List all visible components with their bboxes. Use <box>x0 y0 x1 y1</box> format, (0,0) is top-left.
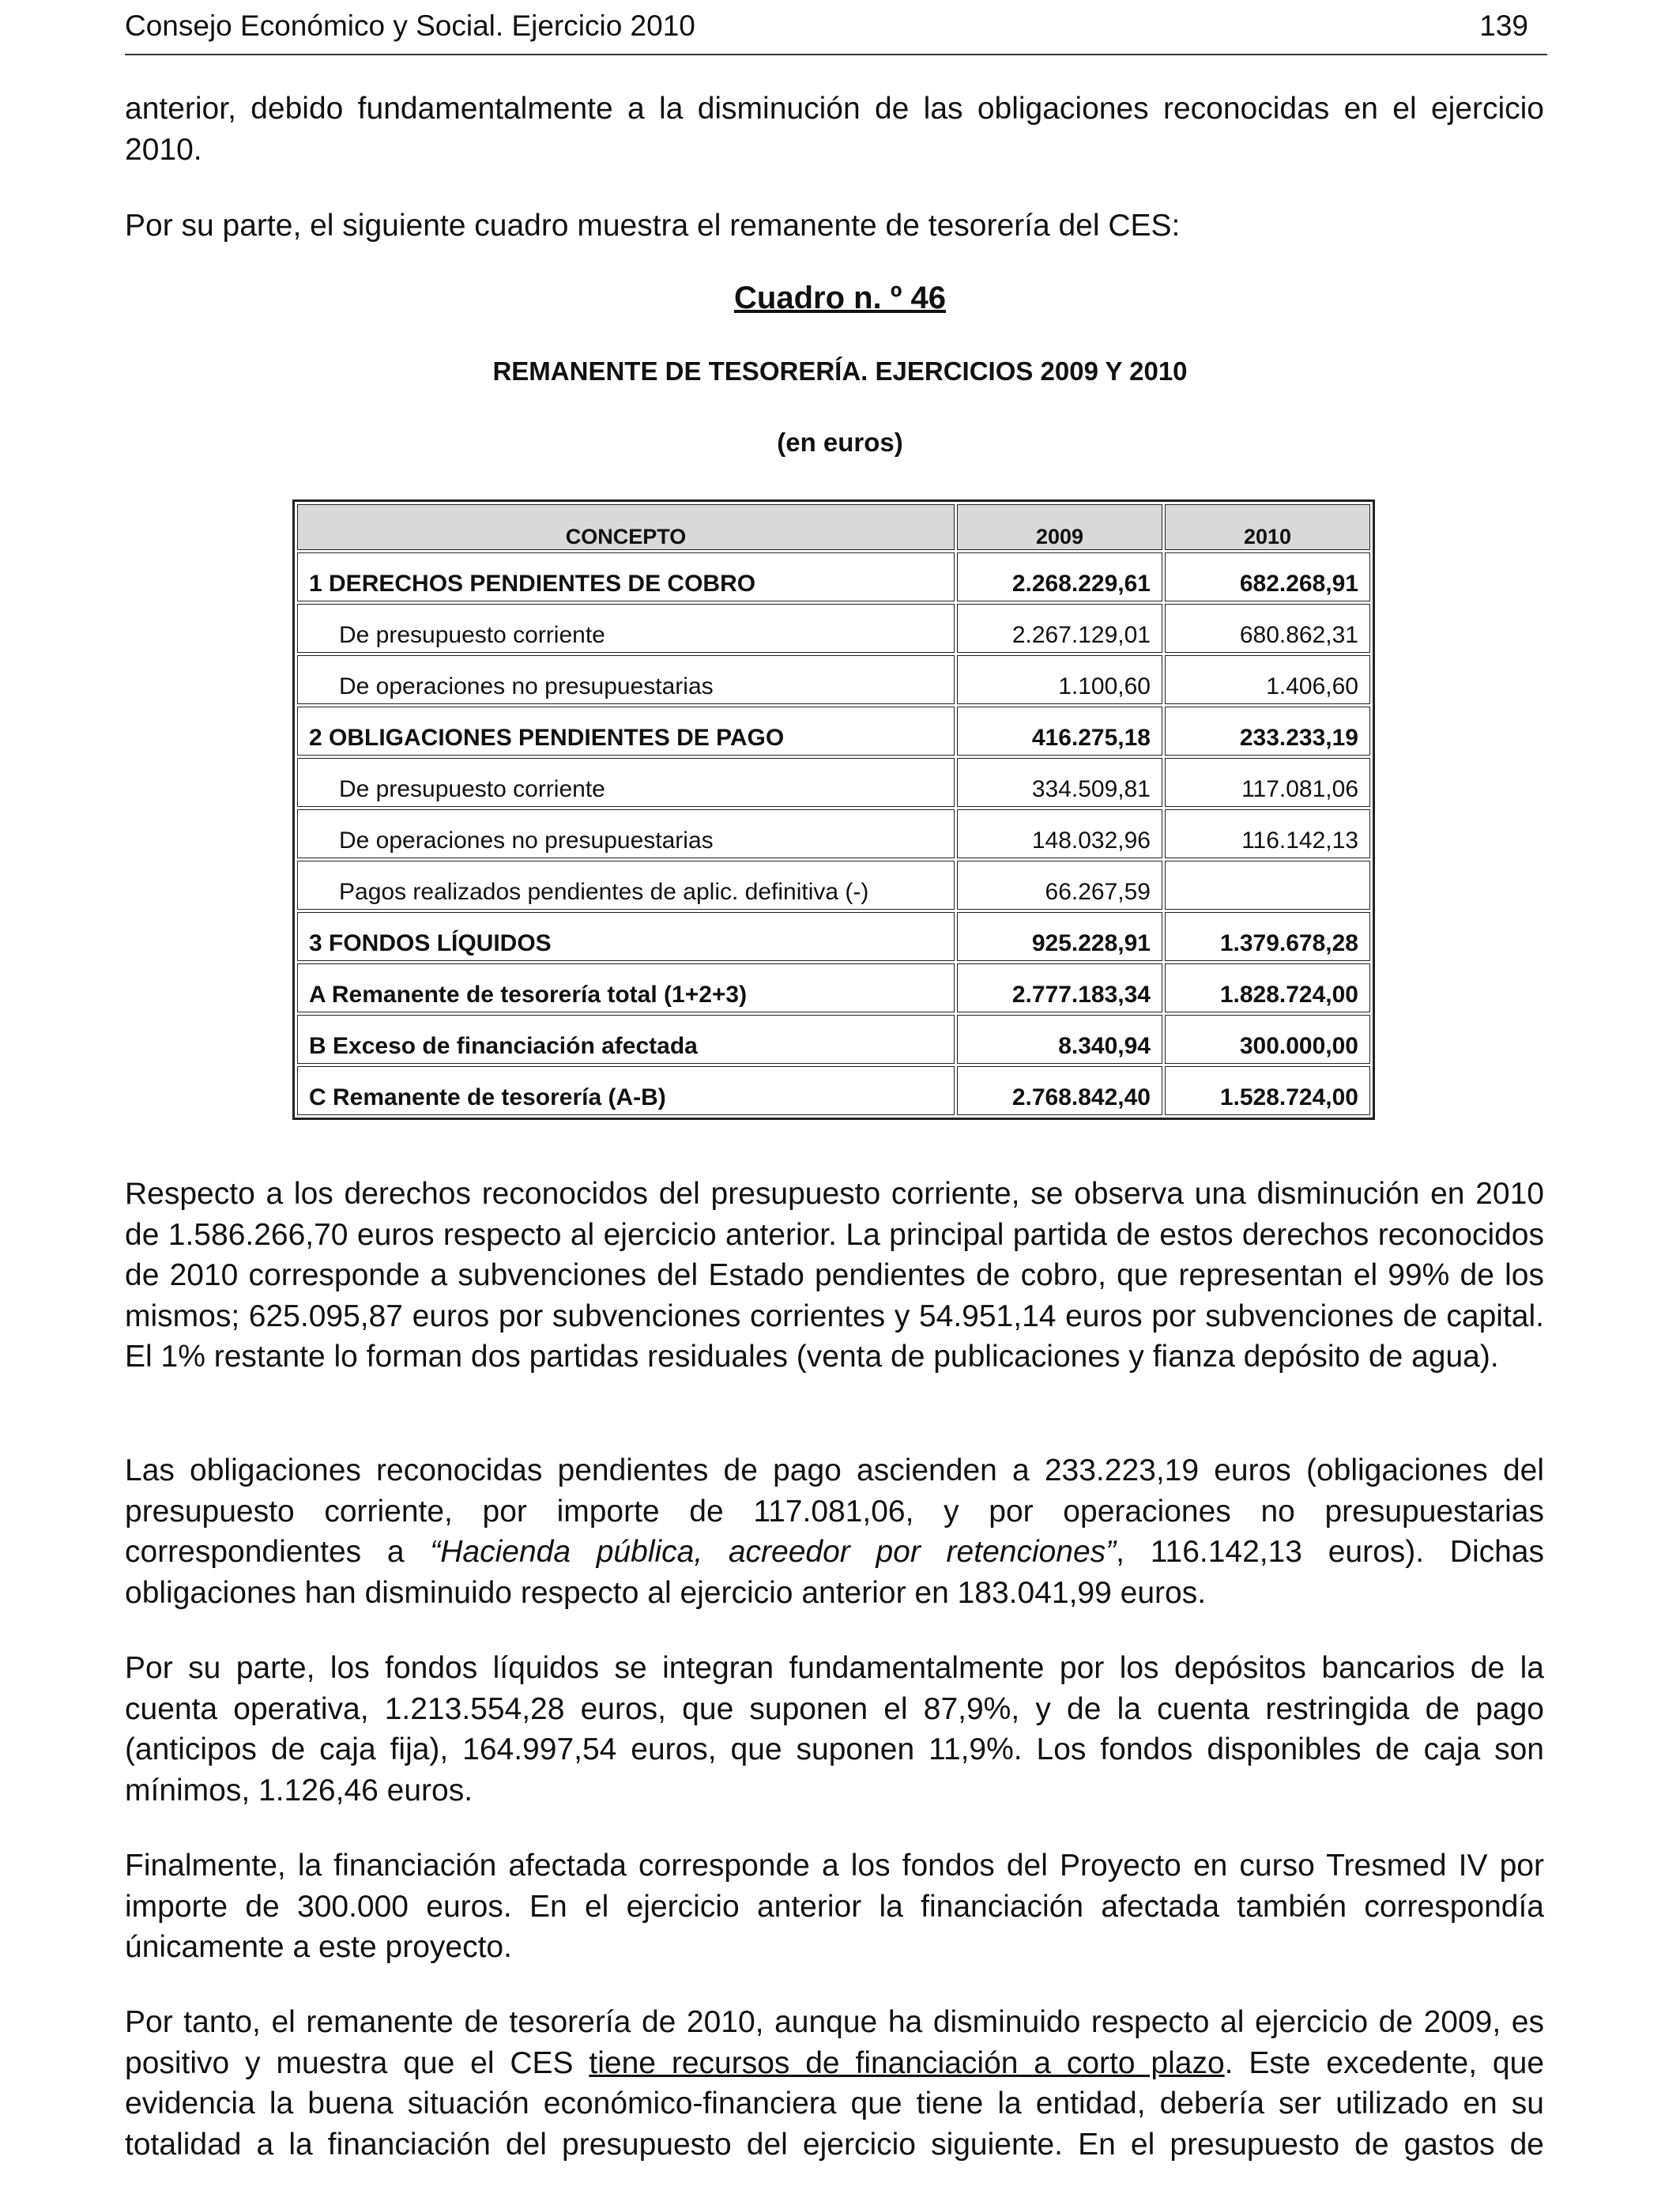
p5-text-b: . Este excedente, que evidencia la buena situación económico-financiera que tiene la entidad, debería ser utilizado en su totalidad a la financiación del presupuesto del ejercicio siguiente. En el presupuesto de gastos de <box>125 2045 1545 2162</box>
cell-concepto: 1 DERECHOS PENDIENTES DE COBRO <box>297 552 955 601</box>
cell-2010: 1.528.724,00 <box>1165 1066 1370 1115</box>
cell-concepto: De presupuesto corriente <box>297 758 955 807</box>
table-row <box>297 1015 1370 1064</box>
cell-concepto: De operaciones no presupuestarias <box>297 655 955 704</box>
body-paragraph-1: Respecto a los derechos reconocidos del presupuesto corriente, se observa una disminución en 2010 de 1.586.266,70 euros respecto al ejercicio anterior. La principal partida de estos derechos reconocidos de 2010 corresponde a subvenciones del Estado pendientes de cobro, que representan el 99% de los mismos; 625.095,87 euros por subvenciones corrientes y 54.951,14 euros por subvenciones de capital. El 1% restante lo forman dos partidas residuales (venta de publicaciones y fianza depósito de agua). <box>125 1177 1544 1374</box>
table-row <box>297 809 1370 858</box>
remanente-table <box>292 499 1375 1120</box>
cell-concepto: C Remanente de tesorería (A-B) <box>297 1066 955 1115</box>
header-concepto: CONCEPTO <box>297 504 955 550</box>
body-paragraph-5 <box>125 2002 1544 2165</box>
cell-2010: 117.081,06 <box>1165 758 1370 807</box>
cell-2009: 2.267.129,01 <box>957 604 1162 653</box>
cell-2010: 1.379.678,28 <box>1165 912 1370 961</box>
table-row <box>297 912 1370 961</box>
p2-text-b: , 116.142,13 euros). Dichas obligaciones han disminuido respecto al ejercicio anterior en 183.041,99 euros. <box>125 1535 1544 1610</box>
cell-concepto: A Remanente de tesorería total (1+2+3) <box>297 963 955 1012</box>
table-row <box>297 758 1370 807</box>
body-paragraph-3: Por su parte, los fondos líquidos se integran fundamentalmente por los depósitos bancarios de la cuenta operativa, 1.213.554,28 euros, que suponen el 87,9%, y de la cuenta restringida de pago (anticipos de caja fija), 164.997,54 euros, que suponen 11,9%. Los fondos disponibles de caja son mínimos, 1.126,46 euros. <box>125 1651 1544 1808</box>
cell-2009: 2.768.842,40 <box>957 1066 1162 1115</box>
table-row <box>297 604 1370 653</box>
header-2009: 2009 <box>957 504 1162 550</box>
header-title: Consejo Económico y Social. Ejercicio 2010 <box>125 9 695 42</box>
cell-concepto: B Exceso de financiación afectada <box>297 1015 955 1064</box>
table-row <box>297 963 1370 1012</box>
cell-2010: 1.406,60 <box>1165 655 1370 704</box>
table-row <box>297 552 1370 601</box>
cell-2010: 233.233,19 <box>1165 707 1370 756</box>
cell-2010: 300.000,00 <box>1165 1015 1370 1064</box>
intro-paragraph-2: Por su parte, el siguiente cuadro muestra el remanente de tesorería del CES: <box>125 209 1181 243</box>
table-title: REMANENTE DE TESORERÍA. EJERCICIOS 2009 Y 2010 <box>492 356 1188 386</box>
p5-text-a: Por tanto, el remanente de tesorería de 2010, aunque ha disminuido respecto al ejercicio de 2009, es positivo y muestra que el CES <box>125 2005 1544 2080</box>
cell-2009: 2.777.183,34 <box>957 963 1162 1012</box>
cell-2009: 66.267,59 <box>957 861 1162 910</box>
cell-concepto: 3 FONDOS LÍQUIDOS <box>297 912 955 961</box>
cell-2009: 148.032,96 <box>957 809 1162 858</box>
header-2010: 2010 <box>1165 504 1370 550</box>
cell-2010 <box>1165 861 1370 910</box>
table-row <box>297 861 1370 910</box>
table-header-row <box>297 504 1370 550</box>
cell-concepto: De presupuesto corriente <box>297 604 955 653</box>
table-number: Cuadro n. º 46 <box>734 281 946 315</box>
cell-concepto: 2 OBLIGACIONES PENDIENTES DE PAGO <box>297 707 955 756</box>
p2-text-a: Las obligaciones reconocidas pendientes de pago ascienden a 233.223,19 euros (obligaciones del presupuesto corriente, por importe de 117.081,06, y por operaciones no presupuestarias correspondientes a <box>125 1453 1544 1569</box>
cell-2010: 682.268,91 <box>1165 552 1370 601</box>
cell-2009: 925.228,91 <box>957 912 1162 961</box>
cell-concepto: Pagos realizados pendientes de aplic. definitiva (-) <box>297 861 955 910</box>
body-paragraph-2 <box>125 1450 1544 1613</box>
cell-2009: 2.268.229,61 <box>957 552 1162 601</box>
cell-2010: 116.142,13 <box>1165 809 1370 858</box>
table-row <box>297 1066 1370 1115</box>
cell-2009: 416.275,18 <box>957 707 1162 756</box>
table-row <box>297 707 1370 756</box>
table-units: (en euros) <box>777 428 903 457</box>
cell-2009: 8.340,94 <box>957 1015 1162 1064</box>
cell-2009: 1.100,60 <box>957 655 1162 704</box>
intro-paragraph-1: anterior, debido fundamentalmente a la disminución de las obligaciones reconocidas en el ejercicio 2010. <box>125 92 1544 167</box>
page-header <box>125 9 1547 55</box>
cell-concepto: De operaciones no presupuestarias <box>297 809 955 858</box>
p2-quote: “Hacienda pública, acreedor por retenciones” <box>430 1535 1117 1569</box>
p5-underlined: tiene recursos de financiación a corto plazo <box>589 2045 1225 2080</box>
table-row <box>297 655 1370 704</box>
body-paragraph-4: Finalmente, la financiación afectada corresponde a los fondos del Proyecto en curso Tresmed IV por importe de 300.000 euros. En el ejercicio anterior la financiación afectada también correspondía únicamente a este proyecto. <box>125 1849 1544 1964</box>
cell-2010: 1.828.724,00 <box>1165 963 1370 1012</box>
page-number: 139 <box>1479 9 1528 42</box>
cell-2009: 334.509,81 <box>957 758 1162 807</box>
cell-2010: 680.862,31 <box>1165 604 1370 653</box>
